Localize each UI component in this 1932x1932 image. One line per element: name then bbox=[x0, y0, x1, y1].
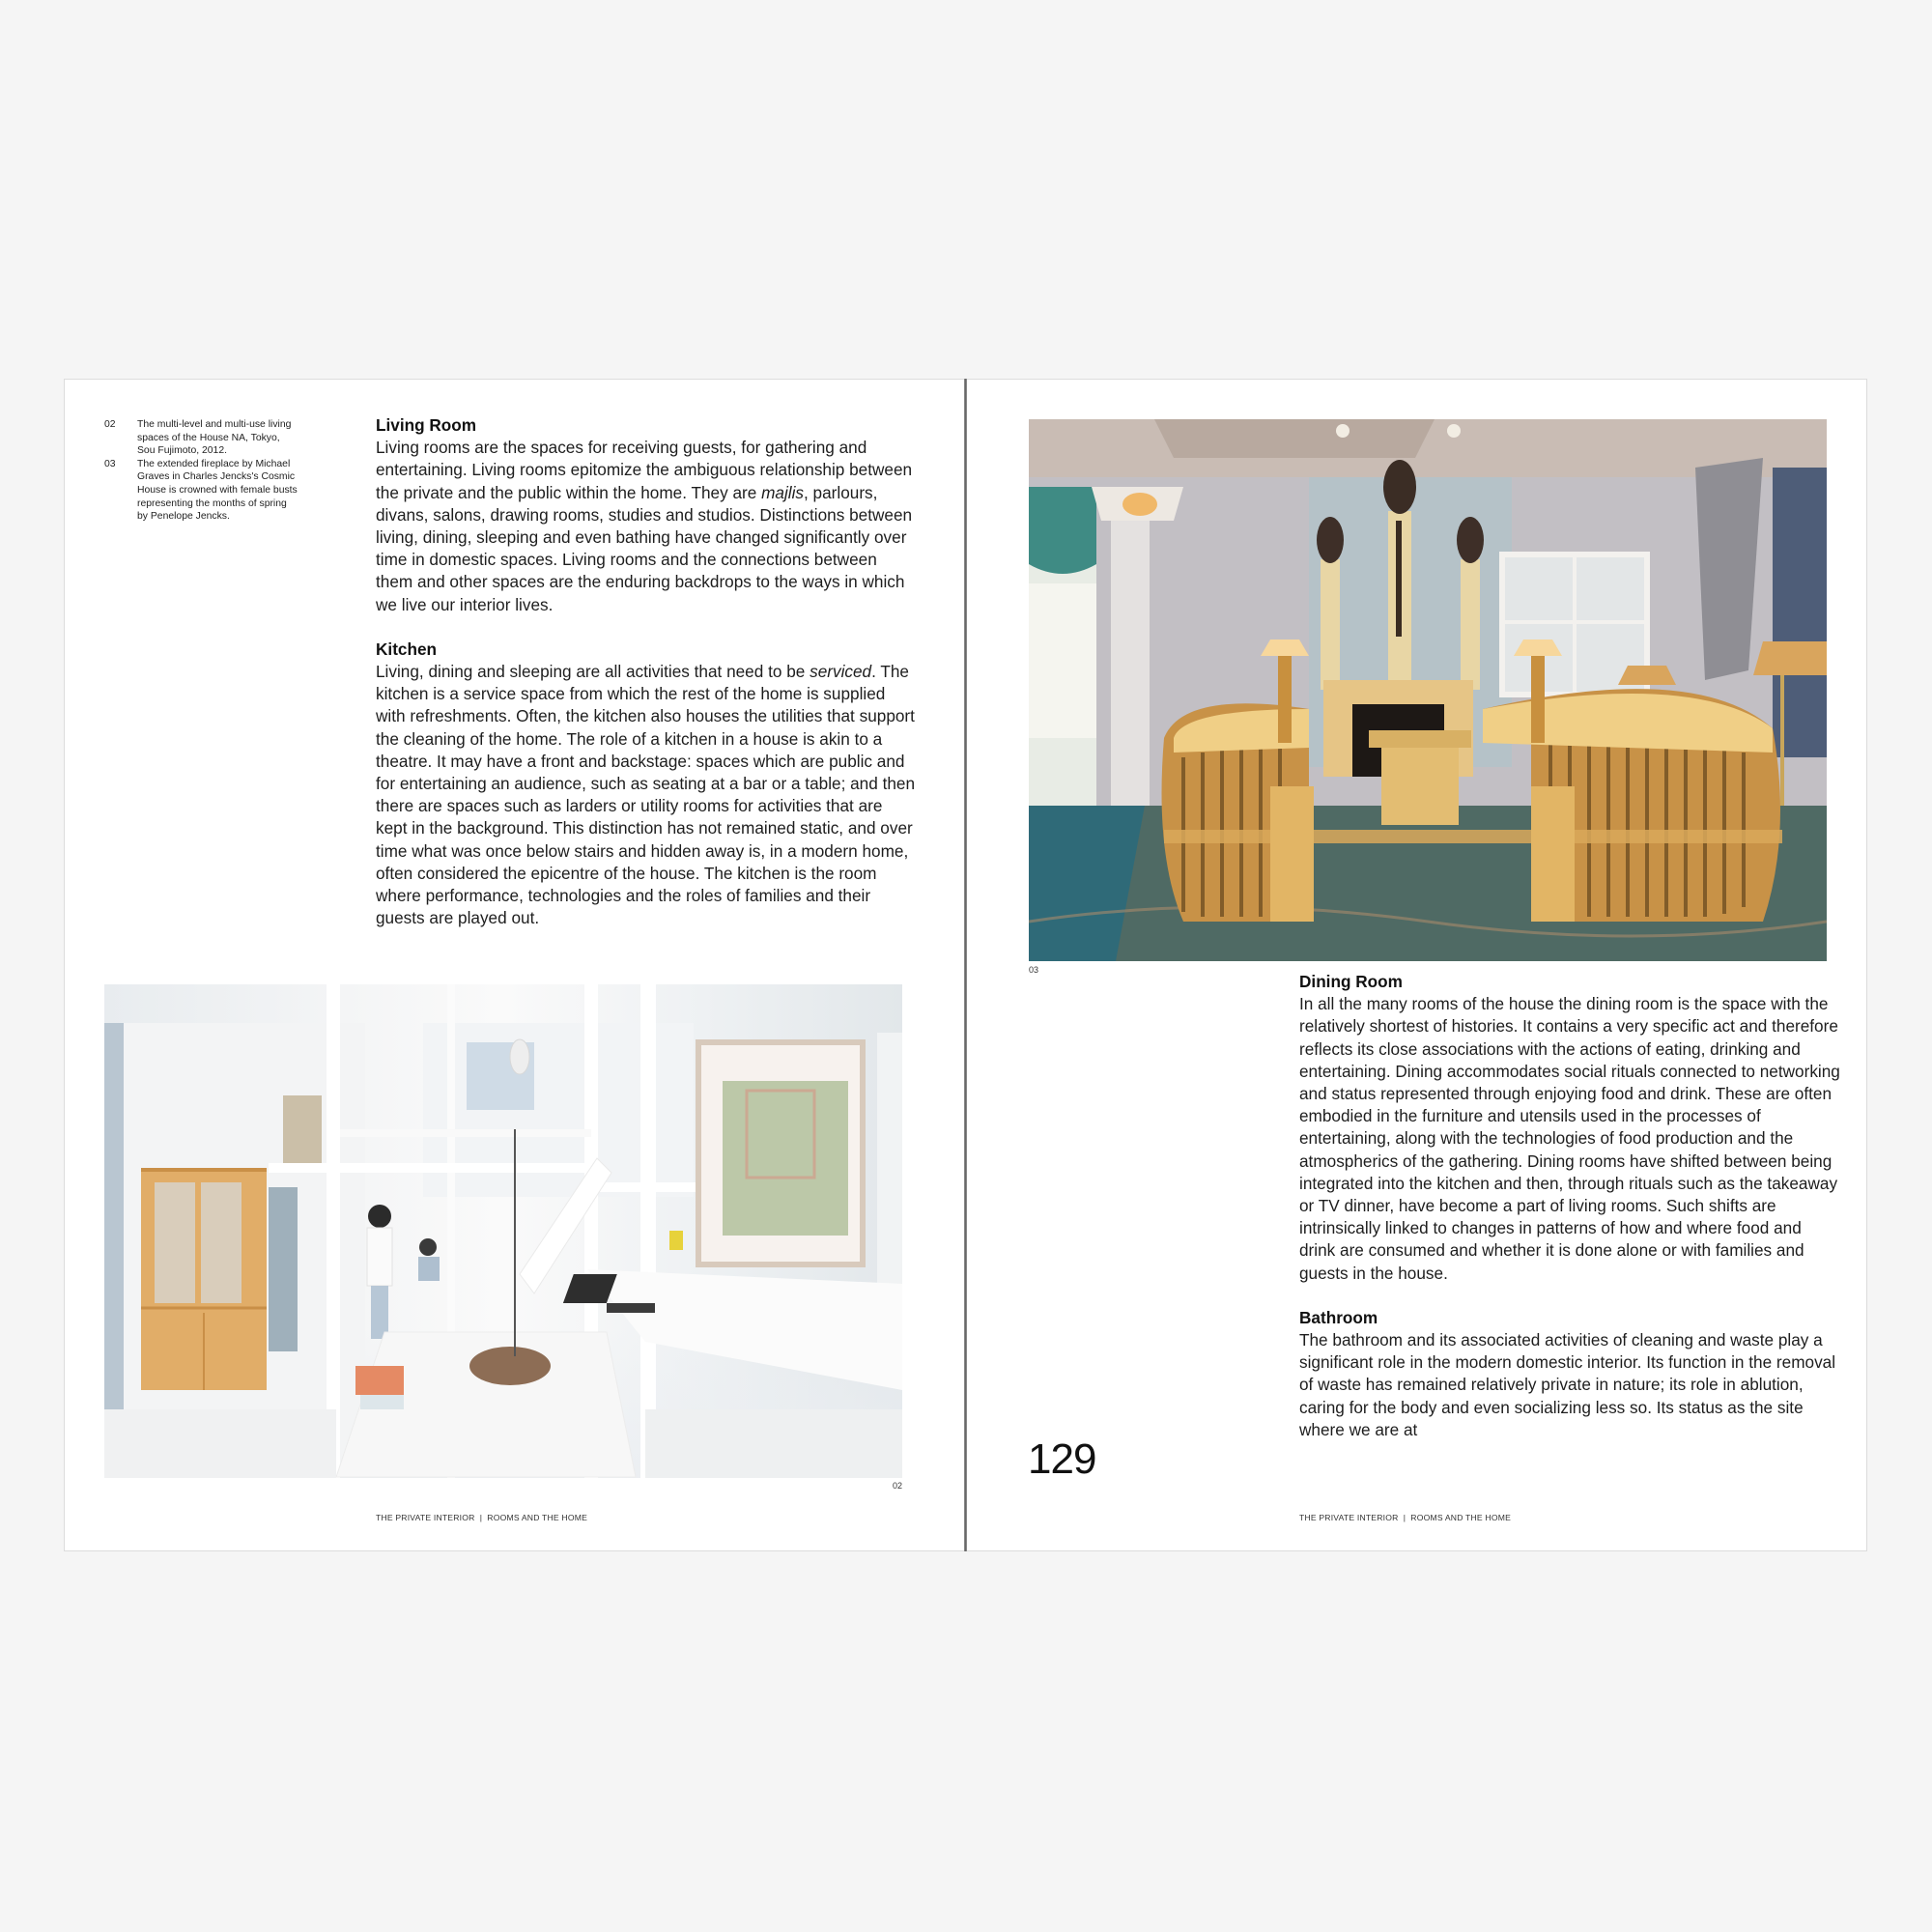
running-footer-left: THE PRIVATE INTERIOR | ROOMS AND THE HOME bbox=[376, 1513, 588, 1522]
caption-03 bbox=[104, 458, 298, 524]
caption-number: 03 bbox=[104, 458, 116, 469]
body-text: , parlours, divans, salons, drawing rooms, studies and studios. Distinctions between living, dining, sleeping and even bathing have changed significantly over time in domestic spaces. Living rooms and the connections between them and other spaces are the enduring backdrops to the ways in which we live our interior lives. bbox=[376, 482, 913, 614]
photo-cosmic-house bbox=[1029, 419, 1827, 961]
cosmic-house-illustration bbox=[1029, 419, 1827, 961]
caption-02 bbox=[104, 418, 298, 458]
body-emphasis: majlis bbox=[761, 482, 804, 502]
figure-number-03: 03 bbox=[1029, 965, 1039, 975]
book-spine bbox=[964, 379, 967, 1551]
heading-living-room: Living Room bbox=[376, 415, 477, 435]
caption-number: 02 bbox=[104, 419, 116, 430]
heading-bathroom: Bathroom bbox=[1299, 1307, 1378, 1327]
bathroom-body: The bathroom and its associated activities of cleaning and waste play a significant role in the modern domestic interior. Its function in the removal of waste has remained relatively private in nature; its role in ablution, caring for the body and even socializing less so. Its status as the site where we are at bbox=[1299, 1330, 1836, 1439]
body-text: Living rooms are the spaces for receiving guests, for gathering and entertaining. Living rooms epitomize the ambiguous relationship between the private and the public within the home. They are bbox=[376, 438, 913, 502]
heading-dining-room: Dining Room bbox=[1299, 972, 1403, 991]
house-na-illustration bbox=[104, 984, 902, 1478]
page-number: 129 bbox=[1028, 1435, 1096, 1483]
living-room-body bbox=[376, 437, 917, 616]
figure-number-02: 02 bbox=[893, 1481, 903, 1491]
kitchen-body bbox=[376, 661, 917, 929]
left-page-text bbox=[376, 414, 917, 929]
caption-text: The extended fireplace by Michael Graves in Charles Jencks's Cosmic House is crowned with female busts representing the months of spring by Penelope Jencks. bbox=[137, 458, 298, 523]
dining-room-body: In all the many rooms of the house the dining room is the space with the relatively shortest of histories. It contains a very specific act and therefore reflects its close associations with the actions of eating, drinking and entertaining. Dining accommodates social rituals connected to networking and status represented through enjoying food and drink. These are often embodied in the furniture and utensils used in the processes of entertaining, along with the technologies of food production and the atmospherics of the gathering. Dining rooms have shifted between being integrated into the kitchen and then, through rituals such as the takeaway or TV dinner, have become a part of living rooms. Such shifts are intrinsically linked to changes in patterns of how and where food and drink are consumed and whether it is done alone or with families and guests in the house. bbox=[1299, 994, 1840, 1283]
body-emphasis: serviced bbox=[810, 662, 872, 682]
body-text: Living, dining and sleeping are all activities that need to be bbox=[376, 662, 810, 682]
running-footer-right: THE PRIVATE INTERIOR | ROOMS AND THE HOME bbox=[1299, 1513, 1512, 1522]
caption-text: The multi-level and multi-use living spaces of the House NA, Tokyo, Sou Fujimoto, 2012. bbox=[137, 419, 292, 457]
heading-kitchen: Kitchen bbox=[376, 639, 438, 659]
photo-house-na bbox=[104, 984, 902, 1478]
figure-captions bbox=[104, 418, 298, 524]
body-text: . The kitchen is a service space from which the rest of the home is supplied with refreshments. Often, the kitchen also houses the utilities that support the cleaning of the home. The role of a kitchen in a house is akin to a theatre. It may have a front and backstage: spaces which are public and for entertaining an audience, such as seating at a bar or a table; and then there are spaces such as larders or utility rooms for activities that are kept in the background. This distinction has not remained static, and over time what was once below stairs and hidden away is, in a modern home, often considered the epicentre of the house. The kitchen is the room where performance, technologies and the roles of families and their guests are played out. bbox=[376, 662, 916, 928]
right-page-text bbox=[1299, 971, 1840, 1441]
